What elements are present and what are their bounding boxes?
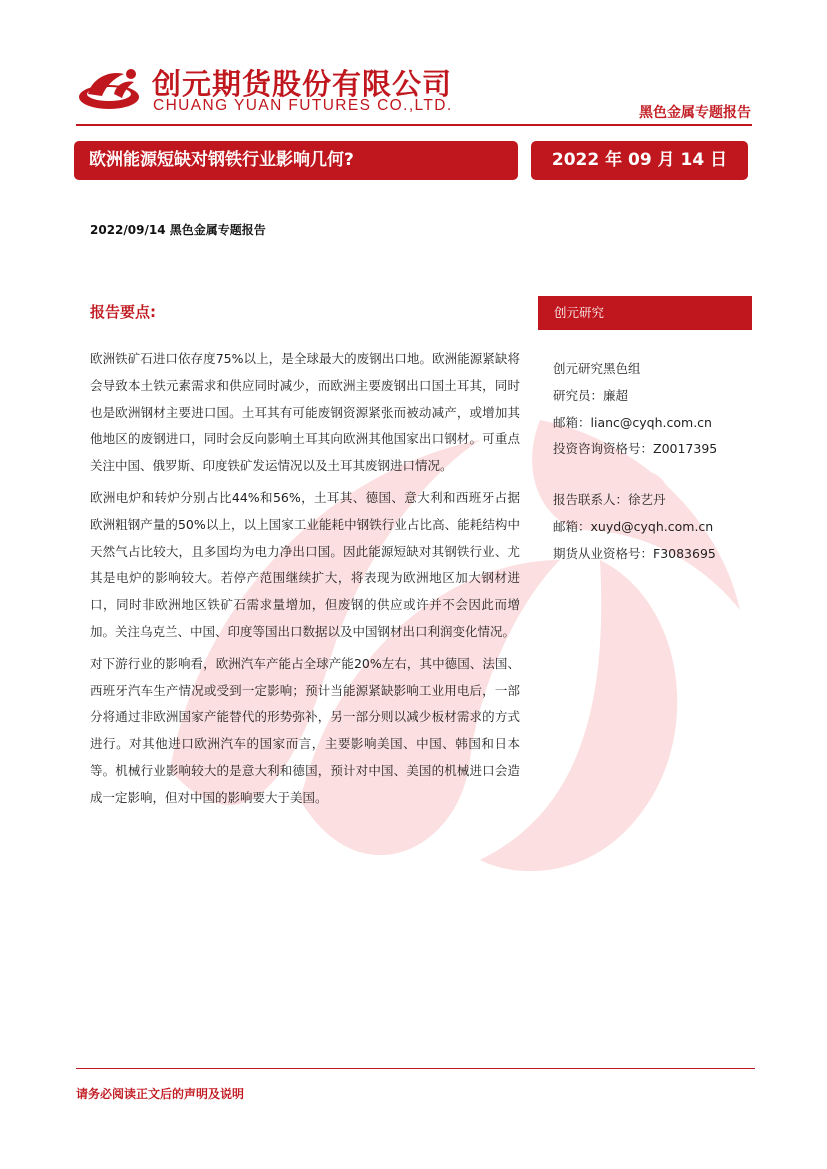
contact-email: 邮箱：xuyd@cyqh.com.cn: [553, 518, 714, 534]
footer-divider: [76, 1068, 755, 1069]
company-logo-icon: [76, 64, 146, 114]
disclaimer-note: 请务必阅读正文后的声明及说明: [76, 1087, 245, 1101]
paragraph: 欧洲铁矿石进口依存度75%以上，是全球最大的废钢出口地。欧洲能源紧缺将会导致本土铁元素需求和供应同时减少，而欧洲主要废钢出口国土耳其，同时也是欧洲钢材主要进口国。土耳其有可能废钢资源紧张而被动减产，或增加其他地区的废钢进口，同时会反向影响土耳其向欧洲其他国家出口钢材。可重点关注中国、俄罗斯、印度铁矿发运情况以及土耳其废钢进口情况。: [90, 351, 520, 474]
section-heading: 报告要点:: [90, 303, 156, 321]
contact-license: 期货从业资格号：F3083695: [553, 545, 716, 561]
company-name-en: CHUANG YUAN FUTURES CO.,LTD.: [153, 97, 453, 114]
contact-name: 报告联系人：徐艺丹: [553, 492, 666, 508]
paragraph: 欧洲电炉和转炉分别占比44%和56%，土耳其、德国、意大利和西班牙占据欧洲粗钢产量的50%以上，以上国家工业能耗中钢铁行业占比高、能耗结构中天然气占比较大，且多国均为电力净出口国。因此能源短缺对其钢铁行业、尤其是电炉的影响较大。若停产范围继续扩大，将表现为欧洲地区加大钢材进口，同时非欧洲地区铁矿石需求量增加，但废钢的供应或许并不会因此而增加。关注乌克兰、中国、印度等国出口数据以及中国钢材出口利润变化情况。: [90, 489, 520, 639]
paragraph: 对下游行业的影响看，欧洲汽车产能占全球产能20%左右，其中德国、法国、西班牙汽车生产情况或受到一定影响；预计当能源紧缺影响工业用电后，一部分将通过非欧洲国家产能替代的形势弥补，另一部分则以减少板材需求的方式进行。对其他进口欧洲汽车的国家而言，主要影响美国、中国、韩国和日本等。机械行业影响较大的是意大利和德国，预计对中国、美国的机械进口会造成一定影响，但对中国的影响要大于美国。: [90, 655, 520, 805]
body-column: [90, 346, 520, 817]
report-sub-header: 2022/09/14 黑色金属专题报告: [90, 223, 266, 237]
header-divider: [76, 124, 752, 126]
report-title: 欧洲能源短缺对钢铁行业影响几何?: [74, 141, 518, 180]
spacer: [553, 463, 753, 487]
report-date: 2022 年 09 月 14 日: [531, 141, 748, 180]
researcher-license: 投资咨询资格号：Z0017395: [553, 441, 718, 457]
researcher-email: 邮箱：lianc@cyqh.com.cn: [553, 414, 712, 430]
sidebar-contacts: [553, 356, 753, 568]
company-name-cn: 创元期货股份有限公司: [152, 67, 453, 101]
report-type-label: 黑色金属专题报告: [639, 105, 751, 121]
sidebar-heading: 创元研究: [538, 296, 752, 330]
team-name: 创元研究黑色组: [553, 361, 641, 376]
researcher-name: 研究员：廉超: [553, 387, 629, 403]
